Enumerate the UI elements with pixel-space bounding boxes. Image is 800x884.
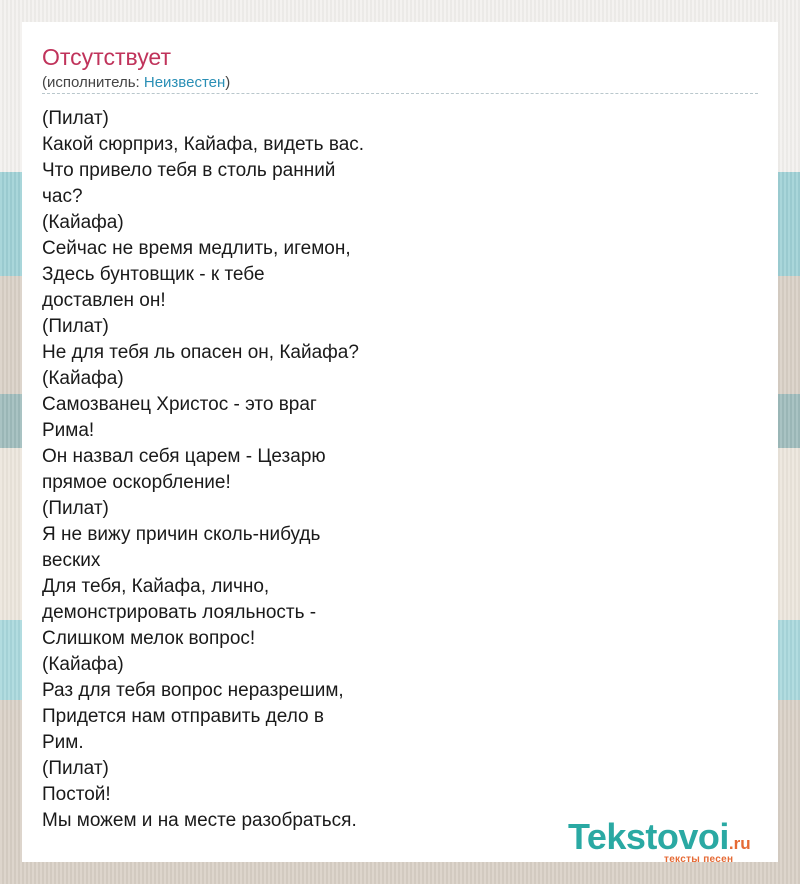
lyric-line: Он назвал себя царем - Цезарю — [42, 446, 326, 467]
lyric-line: Какой сюрприз, Кайафа, видеть вас. — [42, 134, 365, 155]
logo-tld: .ru — [728, 834, 751, 853]
lyrics-text — [42, 106, 442, 834]
lyric-line: Раз для тебя вопрос неразрешим, — [42, 680, 344, 701]
lyric-line: Рим. — [42, 732, 84, 753]
lyric-line: Не для тебя ль опасен он, Кайафа? — [42, 342, 359, 363]
lyric-line: (Кайафа) — [42, 212, 124, 233]
lyric-line: доставлен он! — [42, 290, 166, 311]
lyric-line: Мы можем и на месте разобраться. — [42, 810, 357, 831]
lyric-line: час? — [42, 186, 83, 207]
divider — [42, 93, 758, 94]
lyric-line: (Пилат) — [42, 498, 109, 519]
lyric-line: Сейчас не время медлить, игемон, — [42, 238, 351, 259]
lyrics-card — [22, 22, 778, 865]
lyric-line: Придется нам отправить дело в — [42, 706, 324, 727]
site-logo[interactable] — [568, 816, 751, 865]
lyric-line: демонстрировать лояльность - — [42, 602, 317, 623]
artist-line — [42, 74, 230, 91]
lyric-line: Слишком мелок вопрос! — [42, 628, 256, 649]
lyric-line: (Кайафа) — [42, 368, 124, 389]
lyric-line: Здесь бунтовщик - к тебе — [42, 264, 265, 285]
logo-name: Tekstovoi — [568, 816, 729, 857]
lyric-line: (Пилат) — [42, 108, 109, 129]
lyric-line: Рима! — [42, 420, 95, 441]
lyric-line: Самозванец Христос - это враг — [42, 394, 317, 415]
song-title: Отсутствует — [42, 44, 171, 70]
lyric-line: прямое оскорбление! — [42, 472, 231, 493]
lyric-line: (Пилат) — [42, 316, 109, 337]
lyric-line: Я не вижу причин сколь-нибудь — [42, 524, 321, 545]
artist-suffix: ) — [225, 74, 231, 91]
logo-tagline: тексты песен — [664, 854, 734, 865]
lyric-line: Постой! — [42, 784, 111, 805]
artist-prefix: (исполнитель: — [42, 74, 144, 91]
artist-link[interactable]: Неизвестен — [143, 74, 226, 91]
lyric-line: Что привело тебя в столь ранний — [42, 160, 336, 181]
lyric-line: веских — [42, 550, 101, 571]
lyric-line: (Кайафа) — [42, 654, 124, 675]
lyric-line: (Пилат) — [42, 758, 109, 779]
lyric-line: Для тебя, Кайафа, лично, — [42, 576, 270, 597]
